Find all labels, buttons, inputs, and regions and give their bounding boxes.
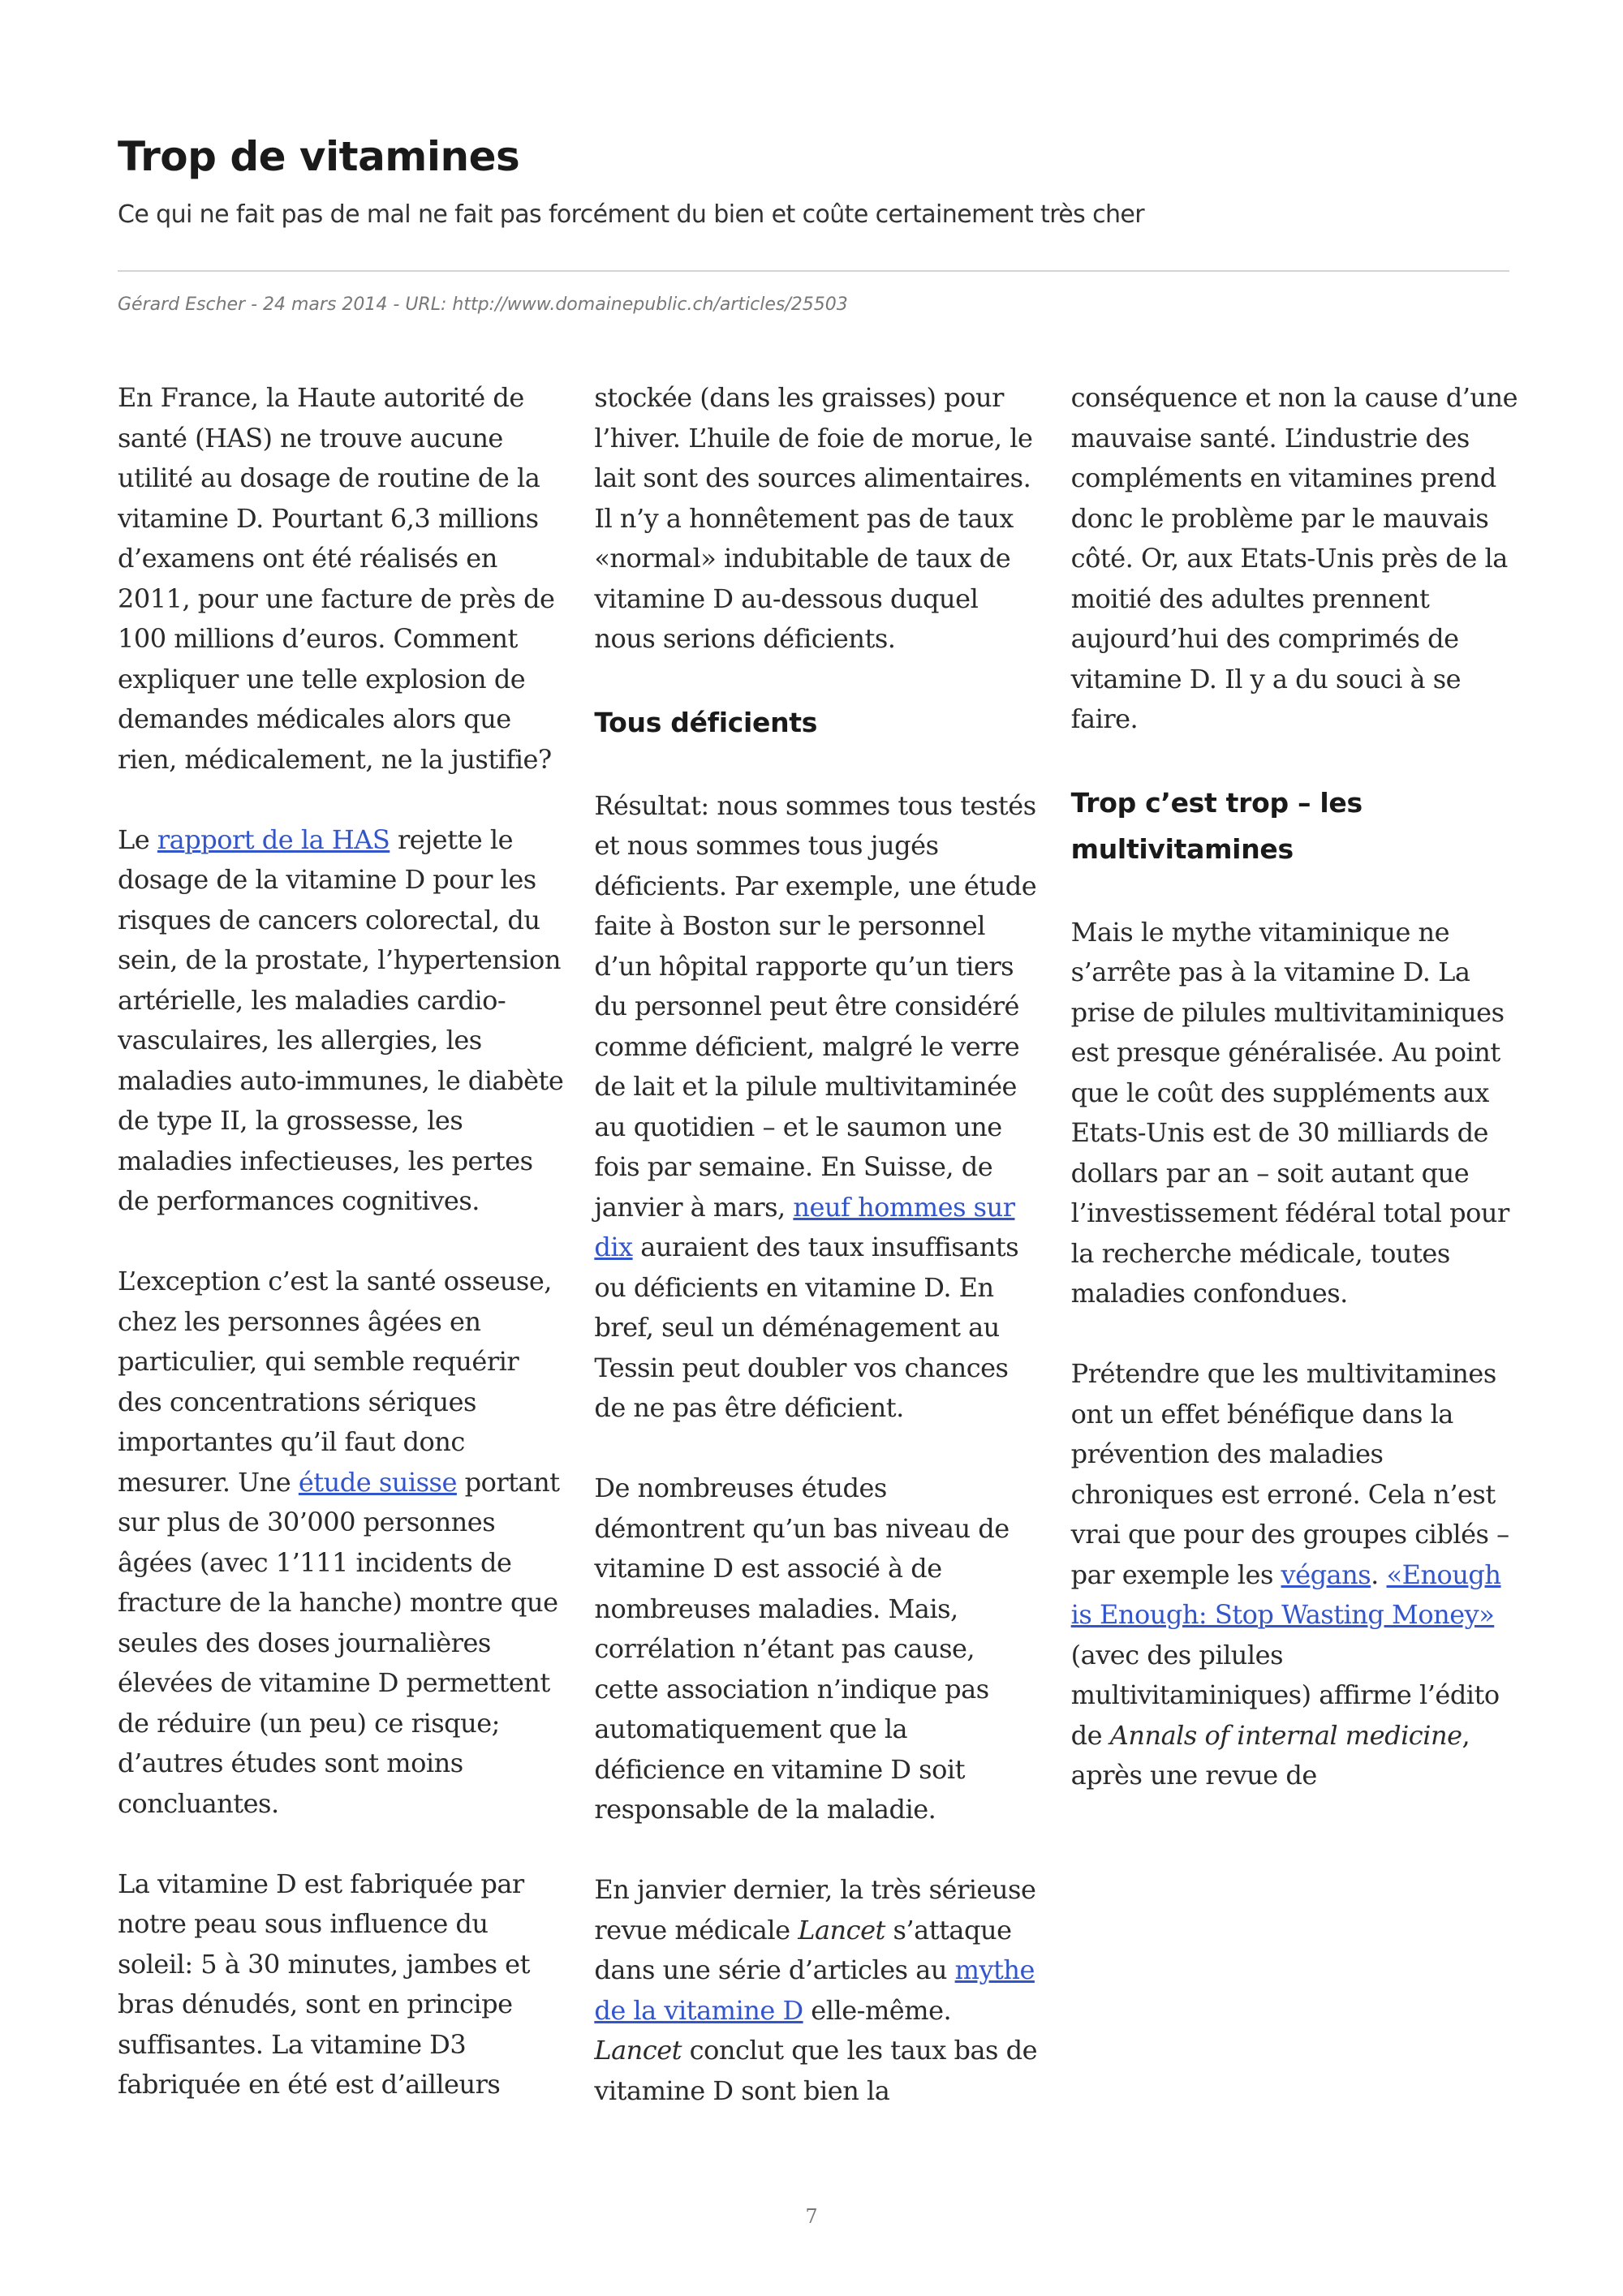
paragraph [594,786,1044,1429]
paragraph-text: Tous déficients [594,707,818,738]
paragraph-text: Résultat: nous sommes tous testés et nous sommes tous jugés déficients. Par exemple, une étude faite à Boston sur le personnel d’un hôpital rapporte qu’un tiers du personnel peut être considéré comme déficient, malgré le verre de lait et la pilule multivitaminée au quotidien – et le saumon une fois par semaine. En Suisse, de janvier à mars, [594,789,1037,1223]
paragraph [118,378,568,780]
journal-name: Lancet [594,2035,682,2066]
section-heading-multivitamines [1071,780,1522,872]
link-neuf-hommes[interactable]: neuf hommes sur dix [594,1191,1015,1262]
paragraph-text: En janvier dernier, la très sérieuse revue médicale [594,1874,1036,1946]
link-rapport-has[interactable]: rapport de la HAS [157,823,390,855]
paragraph [1071,913,1522,1314]
paragraph-text: (avec des pilules multivitaminiques) affirme l’édito de [1070,1639,1500,1751]
paragraph-text: La vitamine D est fabriquée par notre peau sous influence du soleil: 5 à 30 minutes, jambes et bras dénudés, sont en principe suffisantes. La vitamine D3 fabriquée en été est d’ailleurs stockée (dans les graisses) pour l’hiver. L’huile de foie de morue, le lait sont des sources alimentaires. Il n’y a honnêtement pas de taux «normal» indubitable de taux de vitamine D au-dessous duquel nous serions déficients. [118,382,1033,2100]
paragraph-text: conclut que les taux bas de vitamine D sont bien la conséquence et non la cause d’une mauvaise santé. L’industrie des compléments en vitamines prend donc le problème par le mauvais côté. Or, aux Etats-Unis près de la moitié des adultes prennent aujourd’hui des comprimés de vitamine D. Il y a du souci à se faire. [594,382,1518,2106]
article-title: Trop de vitamines [118,133,520,180]
paragraph-text: L’exception c’est la santé osseuse, chez les personnes âgées en particulier, qui semble requérir des concentrations sériques importantes qu’il faut donc mesurer. Une [118,1266,552,1498]
paragraph-text: elle-même. [803,1994,952,2026]
journal-name: Annals of internal medicine [1109,1719,1462,1751]
paragraph-text: . [1371,1559,1387,1590]
paragraph-text: , après une revue de [1070,1719,1470,1791]
section-heading-tous-deficients [594,699,1044,746]
article-body [118,378,1522,2130]
header-divider [118,270,1509,272]
paragraph-text: Mais le mythe vitaminique ne s’arrête pas à la vitamine D. La prise de pilules multivitaminiques est presque généralisée. Au point que le coût des suppléments aux Etats-Unis est de 30 milliards de dollars par an – soit autant que l’investissement fédéral total pour la recherche médicale, toutes maladies confondues. [1070,916,1509,1309]
article-subtitle: Ce qui ne fait pas de mal ne fait pas forcément du bien et coûte certainement très cher [118,200,1145,229]
paragraph-text: Le [118,823,157,855]
paragraph-text: s’attaque dans une série d’articles au [594,1914,1012,1985]
paragraph-text: En France, la Haute autorité de santé (HAS) ne trouve aucune utilité au dosage de routine de la vitamine D. Pourtant 6,3 millions d’examens ont été réalisés en 2011, pour une facture de près de 100 millions d’euros. Comment expliquer une telle explosion de demandes médicales alors que rien, médicalement, ne la justifie? [118,382,555,775]
paragraph-text: Trop c’est trop – les multivitamines [1070,787,1363,865]
paragraph [118,1262,568,1824]
journal-name: Lancet [798,1914,885,1946]
link-mythe-vitamine-d[interactable]: mythe de la vitamine D [594,1954,1035,2026]
paragraph [1071,1354,1522,1796]
link-enough-is-enough[interactable]: «Enough is Enough: Stop Wasting Money» [1070,1559,1501,1630]
paragraph [118,820,568,1222]
paragraph-text: Prétendre que les multivitamines ont un effet bénéfique dans la prévention des maladies chroniques est erroné. Cela n’est vrai que pour des groupes ciblés – par exemple les [1070,1358,1509,1590]
paragraph-text: De nombreuses études démontrent qu’un bas niveau de vitamine D est associé à de nombreuses maladies. Mais, corrélation n’étant pas cause, cette association n’indique pas automatiquement que la déficience en vitamine D soit responsable de la maladie. [594,1473,1010,1825]
paragraph [594,1468,1044,1830]
link-etude-suisse[interactable]: étude suisse [298,1466,457,1498]
paragraph-text: rejette le dosage de la vitamine D pour les risques de cancers colorectal, du sein, de la prostate, l’hypertension artérielle, les maladies cardio-vasculaires, les allergies, les maladies auto-immunes, le diabète de type II, la grossesse, les maladies infectieuses, les pertes de performances cognitives. [118,823,564,1216]
article-meta: Gérard Escher - 24 mars 2014 - URL: http://www.domainepublic.ch/articles/25503 [118,295,848,315]
page-number: 7 [805,2205,818,2228]
link-vegans[interactable]: végans [1281,1559,1371,1590]
paragraph-text: auraient des taux insuffisants ou déficients en vitamine D. En bref, seul un déménagement au Tessin peut doubler vos chances de ne pas être déficient. [594,1232,1019,1423]
paragraph-text: portant sur plus de 30’000 personnes âgées (avec 1’111 incidents de fracture de la hanche) montre que seules des doses journalières élevées de vitamine D permettent de réduire (un peu) ce risque; d’autres études sont moins concluantes. [118,1466,560,1819]
